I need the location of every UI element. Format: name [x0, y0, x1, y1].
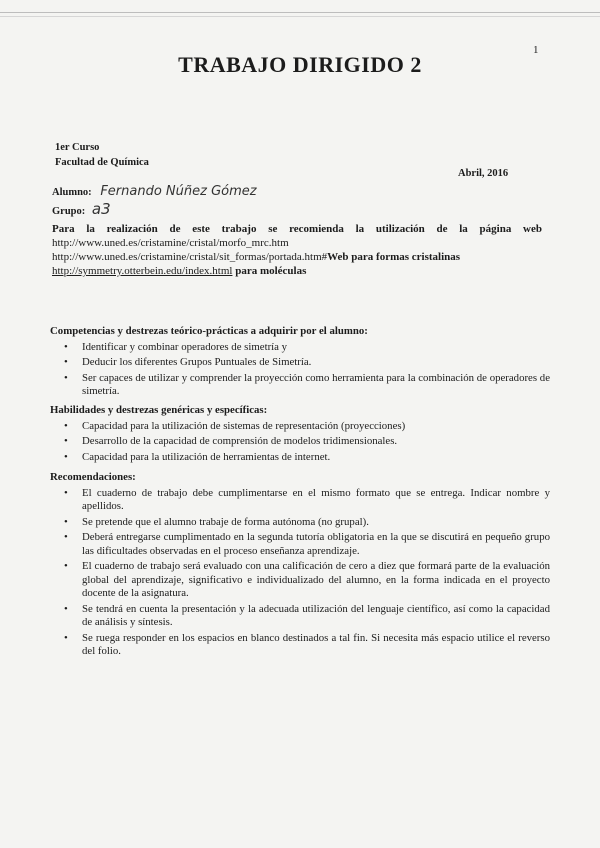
list-item — [50, 356, 550, 370]
url-morfo-link[interactable]: http://www.uned.es/cristamine/cristal/morfo_mrc.htm — [52, 237, 289, 249]
scan-edge-line-secondary — [0, 16, 600, 17]
list-item-text: El cuaderno de trabajo debe cumplimentarse en el mismo formato que se entrega. Indicar nombre y apellidos. — [82, 486, 550, 512]
list-item-text: Capacidad para la utilización de herramientas de internet. — [82, 450, 331, 463]
section-heading: Competencias y destrezas teórico-prácticas a adquirir por el alumno: — [50, 325, 368, 337]
bullet-icon: • — [64, 356, 68, 368]
list-item — [50, 420, 550, 434]
bullet-icon: • — [64, 340, 68, 353]
list-item-text: Se tendrá en cuenta la presentación y la adecuada utilización del lenguaje científico, así como la capacidad de análisis y síntesis. — [82, 602, 550, 628]
bullet-icon: • — [64, 531, 68, 543]
course-text: 1er Curso — [55, 142, 100, 153]
page-number: 1 — [533, 44, 539, 56]
group-value-handwritten: a3 — [91, 200, 111, 218]
bullet-icon: • — [64, 371, 68, 384]
scan-edge-line — [0, 12, 600, 13]
list-item-text: Capacidad para la utilización de sistemas de representación (proyecciones) — [82, 419, 406, 432]
document-title: TRABAJO DIRIGIDO 2 — [178, 52, 422, 77]
url-symmetry-suffix: para moléculas — [232, 265, 307, 277]
list-item — [50, 451, 550, 465]
list-item — [50, 487, 550, 514]
list-item-text: Deberá entregarse cumplimentado en la segunda tutoría obligatoria en la que se discutirá en pequeño grupo las dificultades observadas en el proceso enseñanza aprendizaje. — [82, 531, 550, 557]
section-heading: Habilidades y destrezas genéricas y específicas: — [50, 404, 268, 416]
list-item — [50, 341, 550, 355]
student-label: Alumno: — [52, 187, 92, 198]
intro-paragraph — [52, 222, 542, 278]
section-habilidades — [50, 404, 550, 466]
section-recomendaciones — [50, 471, 550, 661]
url-symmetry-link[interactable]: http://symmetry.otterbein.edu/index.html — [52, 265, 233, 277]
list-item — [50, 560, 550, 601]
list-item-text: Ser capaces de utilizar y comprender la proyección como herramienta para la combinación de operadores de simetría. — [82, 371, 550, 397]
group-row — [52, 200, 111, 218]
list-item-text: Deducir los diferentes Grupos Puntuales de Simetría. — [82, 356, 312, 368]
bullet-icon: • — [64, 486, 68, 499]
list-item-text: Se ruega responder en los espacios en blanco destinados a tal fin. Si necesita más espacio utilice el reverso del folio. — [82, 631, 550, 657]
url-formas-link[interactable]: http://www.uned.es/cristamine/cristal/sit_formas/portada.htm# — [52, 251, 328, 263]
list-item — [50, 531, 550, 558]
section-competencias — [50, 325, 550, 401]
bullet-icon: • — [64, 602, 68, 615]
list-item-text: Identificar y combinar operadores de simetría y — [82, 340, 288, 353]
date-label: Abril, 2016 — [458, 168, 509, 179]
bullet-list — [50, 487, 550, 659]
list-item — [50, 372, 550, 399]
course-label — [55, 142, 99, 153]
list-item-text: El cuaderno de trabajo será evaluado con una calificación de cero a diez que formará parte de la evaluación global del aprendizaje, significativo e individualizado del alumno, en la forma indicada en el proyecto docente de la asignatura. — [82, 560, 550, 599]
url-line-2 — [52, 250, 542, 264]
list-item-text: Desarrollo de la capacidad de comprensión de modelos tridimensionales. — [82, 435, 398, 447]
list-item — [50, 632, 550, 659]
section-heading: Recomendaciones: — [50, 471, 136, 483]
bullet-icon: • — [64, 560, 68, 572]
student-row — [52, 184, 257, 199]
bullet-icon: • — [64, 419, 68, 432]
intro-line: Para la realización de este trabajo se recomienda la utilización de la página web — [52, 223, 542, 235]
bullet-list — [50, 341, 550, 399]
group-label: Grupo: — [52, 206, 86, 217]
url-line-1 — [52, 236, 542, 250]
url-line-3 — [52, 264, 542, 278]
list-item — [50, 603, 550, 630]
list-item — [50, 435, 550, 449]
list-item-text: Se pretende que el alumno trabaje de forma autónoma (no grupal). — [82, 515, 369, 528]
bullet-icon: • — [64, 450, 68, 463]
bullet-list — [50, 420, 550, 465]
bullet-icon: • — [64, 515, 68, 528]
list-item — [50, 516, 550, 530]
student-name-handwritten: Fernando Núñez Gómez — [100, 184, 257, 199]
bullet-icon: • — [64, 435, 68, 447]
bullet-icon: • — [64, 631, 68, 644]
faculty-label: Facultad de Química — [55, 157, 149, 168]
url-formas-suffix: Web para formas cristalinas — [327, 251, 461, 263]
